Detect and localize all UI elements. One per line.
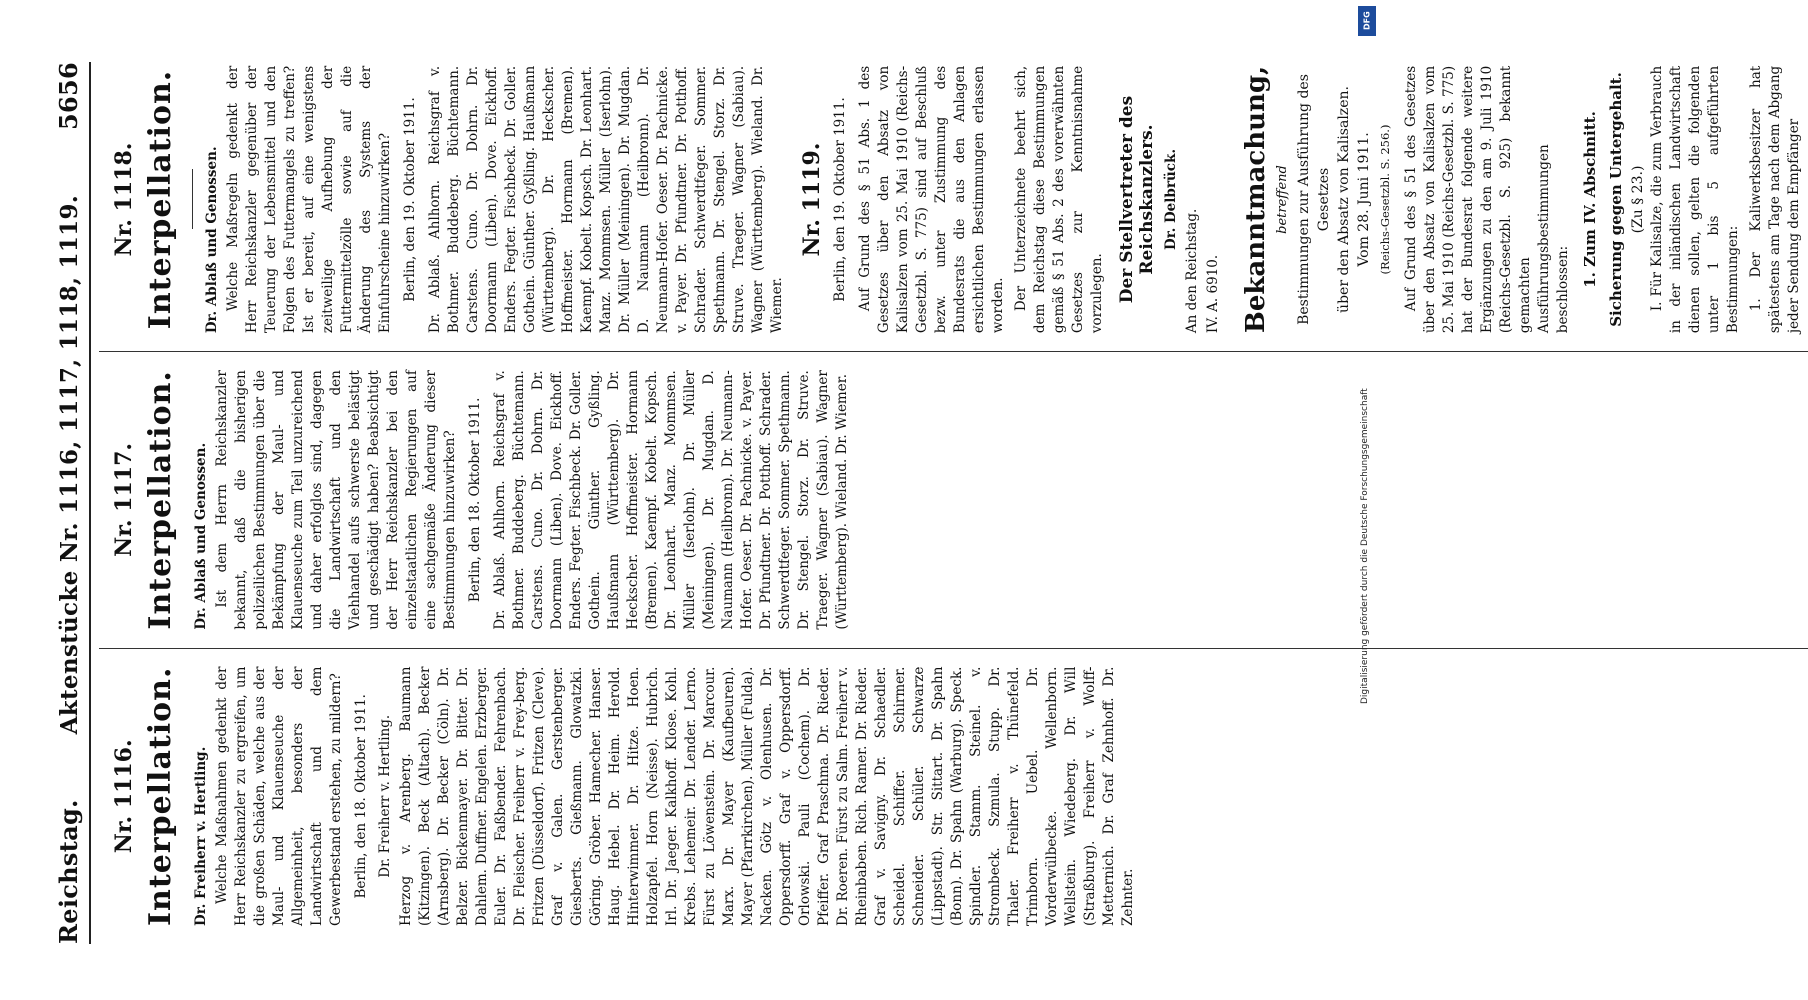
section-text-2: 1. Der Kaliwerksbesitzer hat spätestens am Tage nach dem Abgang jeder Sendung dem Empfänger xyxy=(1748,65,1802,334)
doc-title: Interpellation. xyxy=(143,370,178,630)
doc-date: Berlin, den 18. Oktober 1911. xyxy=(467,397,483,603)
page-number: 5656 xyxy=(54,62,83,130)
digitization-credit: Digitalisierung gefördert durch die Deutsche Forschungsgemeinschaft xyxy=(1360,388,1370,704)
doc-text: Ist dem Herrn Reichskanzler bekannt, daß die bisherigen polizeilichen Bestimmungen über die Bekämpfung der Maul- und Klauenseuche zum Teil unzureichend und daher erfolglos sind, dagegen die Landwirtschaft und den Viehhandel aufs schwerste belästigt und geschädigt haben? Beabsichtigt der Herr Reichskanzler bei den einzelstaatlichen Regierungen auf eine sachgemäße Änderung dieser Bestimmungen hinzuwirken? xyxy=(214,370,458,630)
column-3 xyxy=(99,48,1808,352)
doc-author: Dr. Ablaß und Genossen. xyxy=(204,146,220,334)
doc-author: Dr. Ablaß und Genossen. xyxy=(193,442,209,630)
deputy-title: Der Stellvertreter des Reichskanzlers. xyxy=(1117,95,1157,304)
doc-text: Welche Maßnahmen gedenkt der Herr Reichskanzler zu ergreifen, um die großen Schäden, welche aus der Maul- und Klauenseuche der Allgemeinheit, besonders der Landwirtschaft und dem Gewerbestand erstehen, zu mildern? xyxy=(214,666,344,926)
column-2 xyxy=(99,352,1808,648)
page-header xyxy=(54,62,91,944)
divider xyxy=(192,170,193,230)
doc-date: Berlin, den 18. Oktober 1911. xyxy=(353,694,369,899)
digitization-strip xyxy=(1353,0,1383,1000)
announcement-sub: betreffend xyxy=(1275,165,1290,234)
announcement-line-2: über den Absatz von Kalisalzen. xyxy=(1336,86,1352,313)
doc-number-1119: Nr. 1119. xyxy=(799,142,825,257)
dfg-logo: DFG xyxy=(1358,6,1376,36)
doc-number: Nr. 1118. xyxy=(111,142,137,257)
doc-author: Dr. Freiherr v. Hertling. xyxy=(193,746,209,926)
announcement-date: Vom 28. Juni 1911. xyxy=(1356,132,1372,267)
section-ref: (Zu § 23.) xyxy=(1630,165,1646,234)
signatories: Dr. Ablaß. Ahlhorn. Reichsgraf v. Bothmer. Buddeberg. Büchtemann. Carstens. Cuno. Dr. Dohrn. Dr. Doormann (Liben). Dove. Eickhoff. Enders. Fegter. Fischbeck. Dr. Goller. Gothein. Günther. Gyßling. Haußmann (Württemberg). Dr. Heckscher. Hoffmeister. Hormann (Bremen). Kaempf. Kobelt. Kopsch. Dr. Leonhart. Manz. Mommsen. Müller (Iserlohn). Dr. Müller (Meiningen). Dr. Mugdan. D. Naumann (Heilbronn). Dr. Neumann-Hofer. Oeser. Dr. Pachnicke. v. Payer. Dr. Pfundtner. Dr. Potthoff. Schrader. Schwerdtfeger. Sommer. Spethmann. Dr. Stengel. Storz. Dr. Struve. Traeger. Wagner (Sabiau). Wagner (Württemberg). Wieland. Dr. Wiemer. xyxy=(492,370,850,630)
doc-text-1119-b: Der Unterzeichnete beehrt sich, dem Reichstag diese Bestimmungen gemäß § 51 Abs. 2 des vorerwähnten Gesetzes zur Kenntnisnahme vorzulegen. xyxy=(1013,65,1105,334)
doc-text: Welche Maßregeln gedenkt der Herr Reichskanzler gegenüber der Teuerung der Lebensmittel und den Folgen des Futtermangels zu treffen? Ist er bereit, auf eine wenigstens zeitweilige Aufhebung der Futtermittelzölle sowie auf die Änderung des Systems der Einfuhrscheine hinzuwirken? xyxy=(225,65,393,334)
signatories: Herzog v. Arenberg. Baumann (Kitzingen). Beck (Altach). Becker (Arnsberg). Dr. Becker (Cöln). Dr. Belzer. Bickenmayer. Dr. Bitter. Dr. Dahlem. Duffner. Engelen. Erzberger. Euler. Dr. Faßbender. Fehrenbach. Dr. Fleischer. Freiherr v. Frey-berg. Fritzen (Düsseldorf). Fritzen (Cleve). Graf v. Galen. Gerstenberger. Giesberts. Gießmann. Glowatzki. Göring. Gröber. Hamecher. Hanser. Haug. Hebel. Dr. Heim. Herold. Hinterwimmer. Dr. Hitze. Hoen. Holzapfel. Horn (Neisse). Hubrich. Irl. Dr. Jaeger. Kalkhoff. Klose. Kohl. Krebs. Lehemeir. Dr. Lender. Lerno. Fürst zu Löwenstein. Dr. Marcour. Marx. Dr. Mayer (Kaufbeuren). Mayer (Pfarrkirchen). Müller (Fulda). Nacken. Götz v. Olenhusen. Dr. Oppersdorff. Graf v. Oppersdorff. Orlowski. Pauli (Cochem). Dr. Pfeiffer. Graf Praschma. Dr. Rieder. Dr. Roeren. Fürst zu Salm. Freiherr v. Rheinbaben. Rich. Ramer. Dr. Rieder. Graf v. Savigny. Dr. Schaedler. Scheidel. Schiffer. Schirmer. Schneider. Schüler. Schwarze (Lippstadt). Str. Sittart. Dr. Spahn (Bonn). Dr. Spahn (Warburg). Speck. Spindler. Stamm. Steinel. v. Strombeck. Szmula. Stupp. Dr. Thaler. Freiherr v. Thünefeld. Trimborn. Uebel. Dr. Vorderwülbecke. Wellenborn. Wellstein. Wiedeberg. Dr. Will (Straßburg). Freiherr v. Wolff-Metternich. Dr. Graf Zehnhoff. Dr. Zehnter. xyxy=(398,666,1136,926)
deputy-name: Dr. Delbrück. xyxy=(1163,148,1179,251)
announcement-line-1: Bestimmungen zur Ausführung des Gesetzes xyxy=(1296,74,1332,325)
doc-date: Berlin, den 19. Oktober 1911. xyxy=(402,97,418,302)
header-center: Aktenstücke Nr. 1116, 1117, 1118, 1119. xyxy=(56,194,83,735)
section-heading: 1. Zum IV. Abschnitt. xyxy=(1581,111,1599,288)
doc-title: Interpellation. xyxy=(143,666,178,926)
section-text-1: I. Für Kalisalze, die zum Verbrauch in der inländischen Landwirtschaft dienen sollen, gelten die folgenden unter 1 bis 5 aufgeführten Bestimmungen: xyxy=(1649,65,1741,334)
doc-number: Nr. 1116. xyxy=(111,739,137,854)
doc-signature: Dr. Freiherr v. Hertling. xyxy=(377,714,393,878)
announcement-ref: (Reichs-Gesetzbl. S. 256.) xyxy=(1378,124,1392,275)
columns xyxy=(99,62,1808,944)
column-1 xyxy=(99,649,1808,944)
reference: IV. A. 6910. xyxy=(1205,254,1221,334)
signatories: Dr. Ablaß. Ahlhorn. Reichsgraf v. Bothmer. Buddeberg. Büchtemann. Carstens. Cuno. Dr. Dohrn. Dr. Doormann (Liben). Dove. Eickhoff. Enders. Fegter. Fischbeck. Dr. Goller. Gothein. Günther. Gyßling. Haußmann (Württemberg). Dr. Heckscher. Hoffmeister. Hormann (Bremen). Kaempf. Kobelt. Kopsch. Dr. Leonhart. Manz. Mommsen. Müller (Iserlohn). Dr. Müller (Meiningen). Dr. Mugdan. D. Naumann (Heilbronn). Dr. Neumann-Hofer. Oeser. Dr. Pachnicke. v. Payer. Dr. Pfundtner. Dr. Potthoff. Schrader. Schwerdtfeger. Sommer. Spethmann. Dr. Stengel. Storz. Dr. Struve. Traeger. Wagner (Sabiau). Wagner (Württemberg). Wieland. Dr. Wiemer. xyxy=(427,65,785,334)
header-left: Reichstag. xyxy=(54,799,83,944)
doc-number: Nr. 1117. xyxy=(111,442,137,557)
doc-date-1119: Berlin, den 19. Oktober 1911. xyxy=(832,97,848,302)
announcement-title: Bekanntmachung, xyxy=(1241,65,1271,334)
doc-text-1119: Auf Grund des § 51 Abs. 1 des Gesetzes über den Absatz von Kalisalzen vom 25. Mai 1910 (Reichs-Gesetzbl. S. 775) sind auf Beschluß bezw. unter Zustimmung des Bundesrats die aus den Anlagen ersichtlichen Bestimmungen erlassen worden. xyxy=(857,65,1006,334)
doc-title: Interpellation. xyxy=(143,69,178,330)
section-subheading: Sicherung gegen Untergehalt. xyxy=(1607,72,1625,327)
addressee: An den Reichstag. xyxy=(1184,208,1200,334)
announcement-text: Auf Grund des § 51 des Gesetzes über den Absatz von Kalisalzen vom 25. Mai 1910 (Reichs-Gesetzbl. S. 775) hat der Bundesrat folgende weitere Ergänzungen zu den am 9. Juli 1910 (Reichs-Gesetzbl. S. 925) bekannt gemachten Ausführungsbestimmungen beschlossen: xyxy=(1403,65,1571,334)
